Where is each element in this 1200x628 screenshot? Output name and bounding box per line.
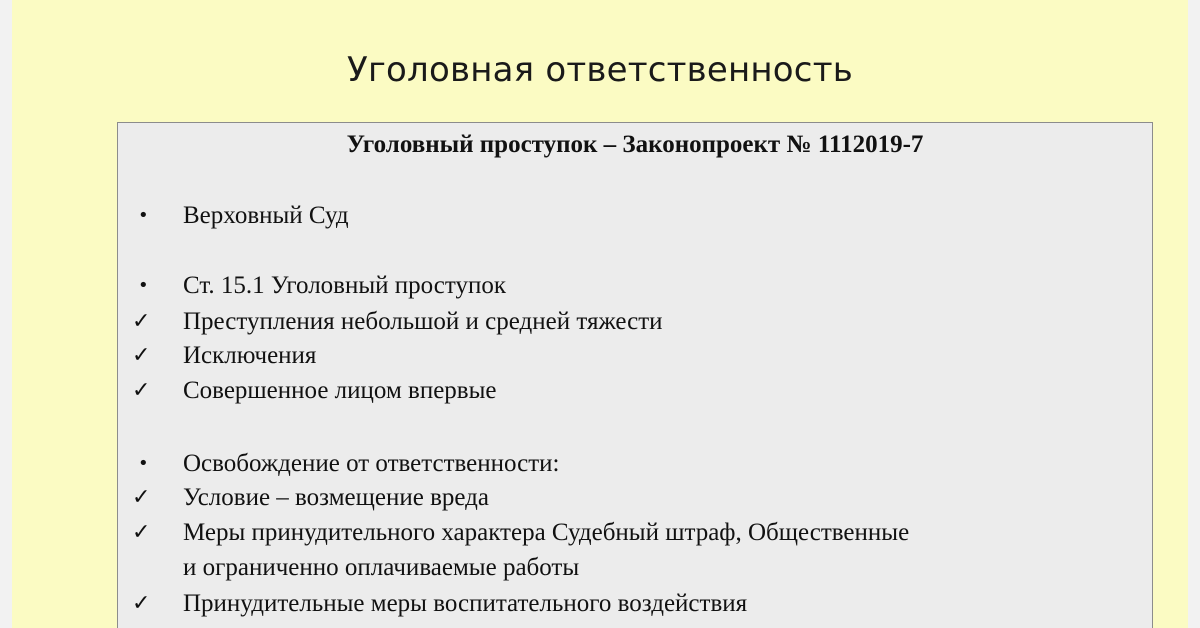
checkmark-icon: ✓ <box>132 520 151 545</box>
bullet-icon: • <box>138 453 149 474</box>
bullet-icon: • <box>138 205 149 226</box>
bullet-icon: • <box>138 275 149 296</box>
checkmark-icon: ✓ <box>132 343 151 368</box>
list-item-text: Исключения <box>183 342 317 369</box>
list-item-text: Меры принудительного характера Судебный штраф, Общественные <box>183 519 910 546</box>
checkmark-icon: ✓ <box>132 378 151 403</box>
list-item-text: Условие – возмещение вреда <box>183 484 489 511</box>
list-item-text: Верховный Суд <box>183 202 349 229</box>
list-item-text: Принудительные меры воспитательного воздействия <box>183 590 748 617</box>
right-letterbox <box>1188 0 1200 628</box>
slide-title: Уголовная ответственность <box>347 50 853 90</box>
checkmark-icon: ✓ <box>132 591 151 616</box>
list-item-text: Освобождение от ответственности: <box>183 450 560 477</box>
left-letterbox <box>0 0 12 628</box>
box-heading: Уголовный проступок – Законопроект № 1112019-7 <box>346 131 924 158</box>
list-item-continuation: и ограниченно оплачиваемые работы <box>183 554 580 581</box>
list-item-text: Преступления небольшой и средней тяжести <box>183 308 663 335</box>
list-item-text: Совершенное лицом впервые <box>183 377 497 404</box>
content-box <box>117 122 1153 628</box>
list-item-text: Ст. 15.1 Уголовный проступок <box>183 272 506 299</box>
slide <box>12 0 1188 628</box>
checkmark-icon: ✓ <box>132 485 151 510</box>
checkmark-icon: ✓ <box>132 309 151 334</box>
